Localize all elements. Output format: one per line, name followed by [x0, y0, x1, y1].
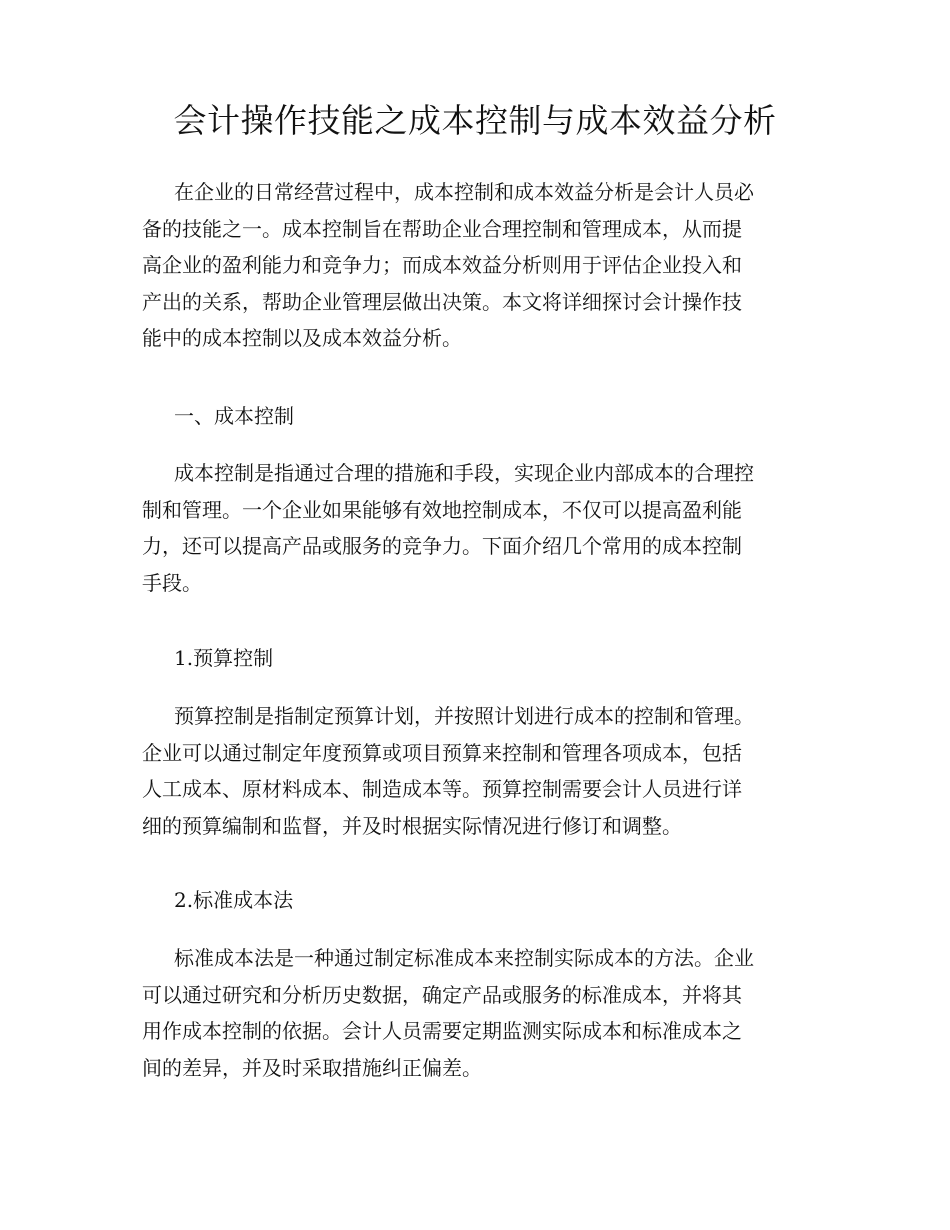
section1-line: 成本控制是指通过合理的措施和手段，实现企业内部成本的合理控	[174, 461, 754, 485]
sub1-line: 预算控制是指制定预算计划，并按照计划进行成本的控制和管理。	[174, 704, 754, 728]
intro-paragraph	[142, 174, 810, 357]
sub2-line: 用作成本控制的依据。会计人员需要定期监测实际成本和标准成本之	[142, 1019, 742, 1043]
sub1-line: 企业可以通过制定年度预算或项目预算来控制和管理各项成本，包括	[142, 740, 742, 765]
sub2-paragraph	[142, 940, 810, 1086]
intro-line: 高企业的盈利能力和竞争力；而成本效益分析则用于评估企业投入和	[142, 253, 742, 277]
sub1-line: 细的预算编制和监督，并及时根据实际情况进行修订和调整。	[142, 813, 682, 838]
subheading-budget-control: 1.预算控制	[174, 646, 274, 670]
sub2-line: 可以通过研究和分析历史数据，确定产品或服务的标准成本，并将其	[142, 982, 742, 1007]
sub2-line: 标准成本法是一种通过制定标准成本来控制实际成本的方法。企业	[174, 946, 754, 970]
section1-line: 制和管理。一个企业如果能够有效地控制成本，不仅可以提高盈利能	[142, 497, 742, 522]
sub1-line: 人工成本、原材料成本、制造成本等。预算控制需要会计人员进行详	[142, 777, 742, 801]
sub1-paragraph	[142, 698, 810, 844]
intro-line: 备的技能之一。成本控制旨在帮助企业合理控制和管理成本，从而提	[142, 216, 742, 241]
intro-line: 在企业的日常经营过程中，成本控制和成本效益分析是会计人员必	[174, 180, 754, 204]
intro-line: 能中的成本控制以及成本效益分析。	[142, 326, 462, 350]
section1-line: 力，还可以提高产品或服务的竞争力。下面介绍几个常用的成本控制	[142, 534, 742, 558]
section1-paragraph	[142, 455, 810, 601]
intro-line: 产出的关系，帮助企业管理层做出决策。本文将详细探讨会计操作技	[142, 289, 742, 314]
section-heading-cost-control: 一、成本控制	[174, 404, 294, 428]
section1-line: 手段。	[142, 570, 202, 595]
sub2-line: 间的差异，并及时采取措施纠正偏差。	[142, 1055, 482, 1080]
subheading-standard-cost: 2.标准成本法	[174, 888, 294, 912]
document-title: 会计操作技能之成本控制与成本效益分析	[173, 101, 777, 140]
